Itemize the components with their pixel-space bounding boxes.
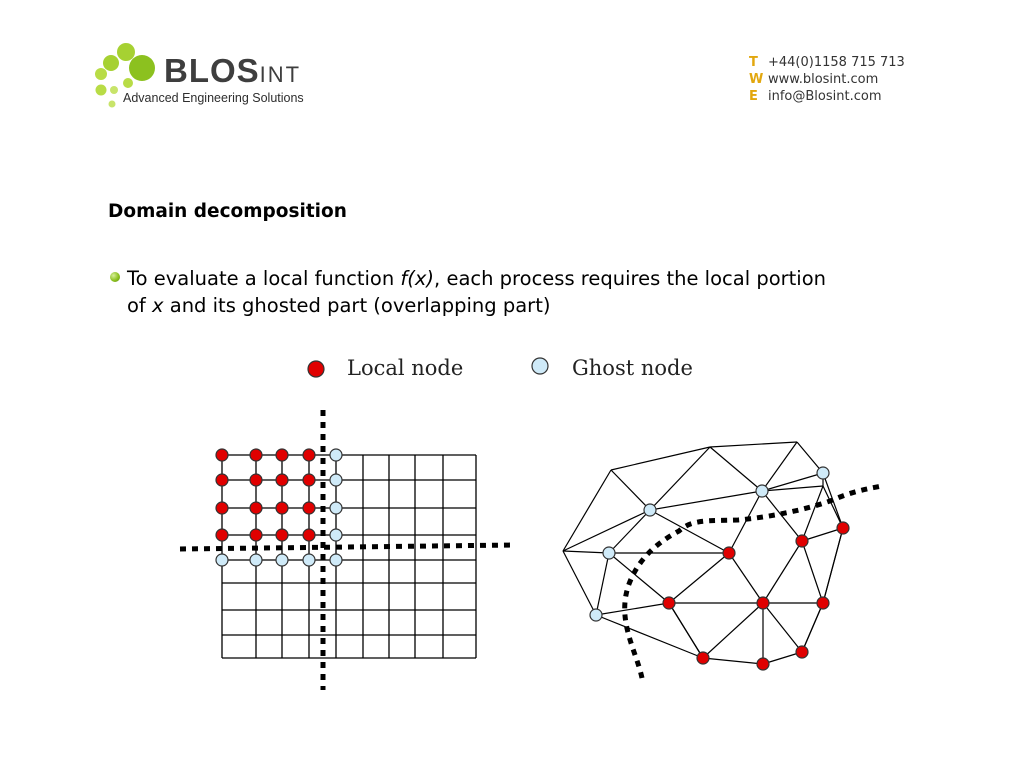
- mesh-edge: [763, 541, 802, 603]
- grid-local-node: [303, 474, 315, 486]
- grid-ghost-node: [303, 554, 315, 566]
- mesh-edge: [596, 615, 703, 658]
- mesh-edge: [650, 447, 710, 510]
- grid-local-node: [216, 449, 228, 461]
- grid-local-node: [276, 449, 288, 461]
- mesh-partition-line: [625, 486, 882, 678]
- mesh-local-node: [837, 522, 849, 534]
- mesh-edge: [710, 442, 797, 447]
- grid-ghost-node: [250, 554, 262, 566]
- grid-local-node: [303, 529, 315, 541]
- mesh-ghost-node: [590, 609, 602, 621]
- grid-ghost-node: [330, 502, 342, 514]
- mesh-local-node: [723, 547, 735, 559]
- mesh-edge: [802, 541, 823, 603]
- logo-wordmark-main: BLOS: [164, 52, 260, 89]
- legend-ghost-node-icon: [532, 358, 548, 374]
- legend: [308, 356, 693, 380]
- contact-web-value[interactable]: www.blosint.com: [768, 72, 879, 87]
- mesh-edge: [596, 603, 669, 615]
- grid-local-node: [216, 502, 228, 514]
- mesh-edge: [609, 553, 669, 603]
- mesh-edge: [729, 553, 763, 603]
- mesh-edge: [650, 510, 729, 553]
- bullet-text-part3: and its ghosted part (overlapping part): [163, 294, 551, 317]
- mesh-ghost-node: [644, 504, 656, 516]
- mesh-local-node: [697, 652, 709, 664]
- mesh-edge: [563, 551, 596, 615]
- grid-local-node: [216, 529, 228, 541]
- mesh-edge: [611, 447, 710, 470]
- mesh-local-node: [757, 658, 769, 670]
- grid-local-node: [250, 449, 262, 461]
- logo-tagline: Advanced Engineering Solutions: [123, 91, 304, 105]
- legend-local-node-icon: [308, 361, 324, 377]
- mesh-local-node: [796, 535, 808, 547]
- bullet-text-part2: , each process requires the local portion of: [127, 267, 826, 317]
- grid-local-node: [276, 474, 288, 486]
- mesh-edge: [823, 486, 843, 528]
- mesh-edge: [563, 510, 650, 551]
- grid-local-node: [276, 502, 288, 514]
- mesh-local-node: [663, 597, 675, 609]
- contact-phone-value: +44(0)1158 715 713: [768, 55, 905, 70]
- logo-wordmark-suffix: INT: [259, 62, 302, 87]
- contact-email-value[interactable]: info@Blosint.com: [768, 89, 882, 104]
- mesh-local-node: [817, 597, 829, 609]
- legend-ghost-label: Ghost node: [572, 356, 693, 380]
- grid-local-node: [276, 529, 288, 541]
- mesh-edge: [596, 553, 609, 615]
- grid-partition-horizontal: [180, 545, 515, 549]
- mesh-ghost-node: [817, 467, 829, 479]
- grid-ghost-node: [330, 529, 342, 541]
- grid-local-node: [250, 502, 262, 514]
- mesh-edge: [762, 442, 797, 491]
- mesh-edge: [609, 510, 650, 553]
- grid-ghost-node: [330, 554, 342, 566]
- mesh-edge: [710, 447, 762, 491]
- grid-ghost-node: [276, 554, 288, 566]
- mesh-edge: [763, 603, 802, 652]
- mesh-edge: [563, 551, 609, 553]
- mesh-edge: [669, 553, 729, 603]
- mesh-ghost-node: [756, 485, 768, 497]
- slide-title: Domain decomposition: [108, 201, 347, 222]
- grid-local-node: [216, 474, 228, 486]
- mesh-edge: [563, 470, 611, 551]
- bullet-text-italic-fx: f(x): [400, 267, 435, 290]
- mesh-edge: [703, 658, 763, 664]
- mesh-edge: [802, 486, 823, 541]
- grid-local-node: [250, 474, 262, 486]
- grid-local-node: [250, 529, 262, 541]
- grid-ghost-node: [216, 554, 228, 566]
- grid-ghost-node: [330, 449, 342, 461]
- contact-email-key: E: [749, 89, 758, 104]
- grid-partition-lines: [180, 410, 515, 690]
- mesh-local-node: [796, 646, 808, 658]
- grid-ghost-node: [330, 474, 342, 486]
- mesh-edge: [802, 603, 823, 652]
- mesh-edge: [611, 470, 650, 510]
- mesh-edge: [703, 603, 763, 658]
- legend-local-label: Local node: [347, 356, 464, 380]
- mesh-ghost-node: [603, 547, 615, 559]
- grid-local-node: [303, 502, 315, 514]
- bullet-text-part1: To evaluate a local function: [127, 267, 401, 290]
- contact-web-key: W: [749, 72, 764, 87]
- bullet-text-italic-x: x: [152, 294, 164, 317]
- mesh-edge: [650, 491, 762, 510]
- contact-phone-key: T: [749, 55, 758, 70]
- mesh-edge: [669, 603, 703, 658]
- mesh-local-node: [757, 597, 769, 609]
- mesh-edge: [823, 528, 843, 603]
- grid-local-node: [303, 449, 315, 461]
